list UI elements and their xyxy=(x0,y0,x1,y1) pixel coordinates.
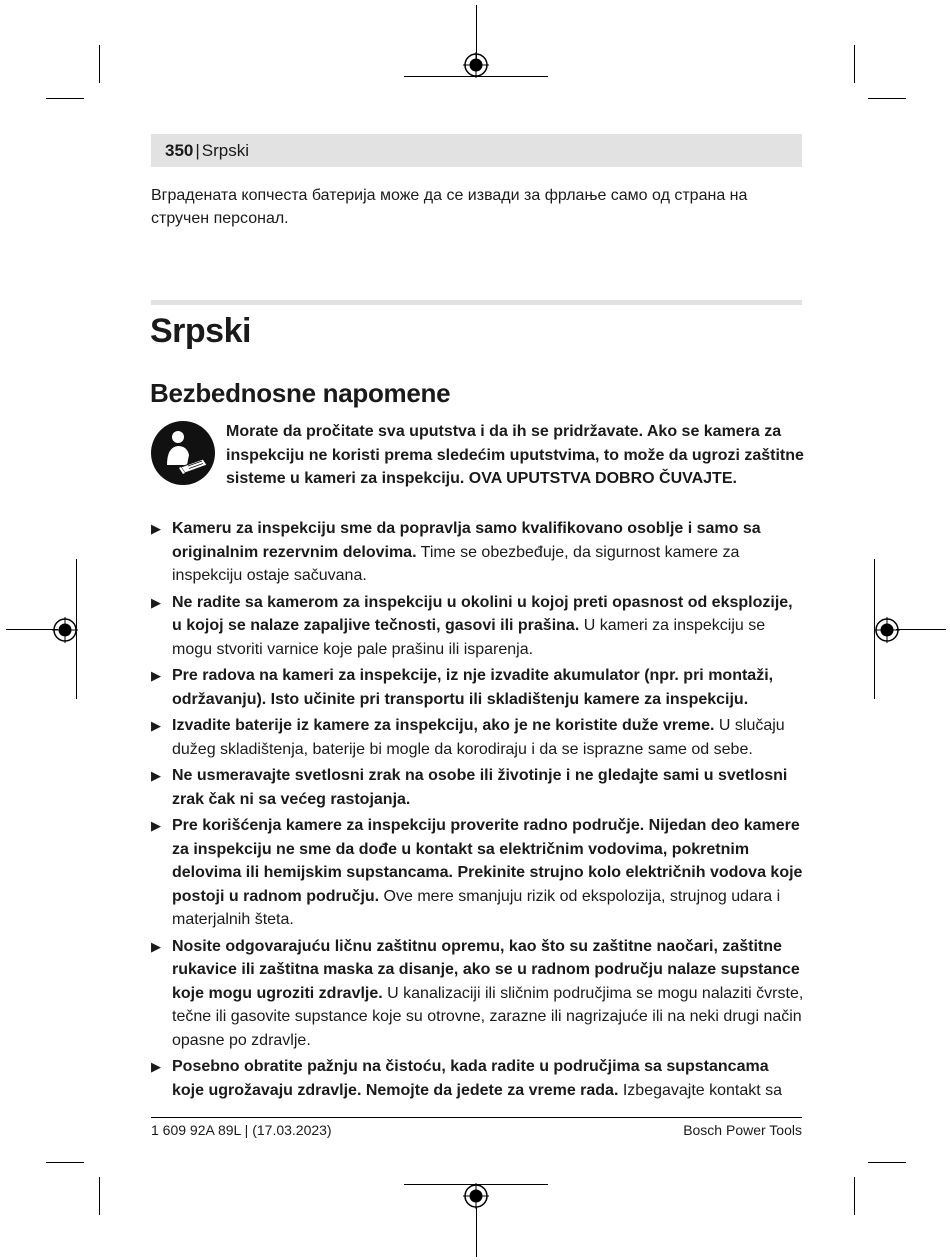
crop-mark xyxy=(46,98,84,99)
bullet-arrow-icon: ▶ xyxy=(151,1059,161,1074)
list-item: ▶ Ne radite sa kamerom za inspekciju u okolini u kojoj preti opasnost od eksplozije, u kojoj se nalaze zapaljive tečnosti, gasovi ili prašina. U kameri za inspekciju se mogu stvoriti varnice koje pale prašinu ili isparenja. xyxy=(151,591,804,662)
registration-line xyxy=(476,1207,477,1257)
bullet-arrow-icon: ▶ xyxy=(151,594,161,610)
header-separator: | xyxy=(195,141,200,160)
list-item: ▶ Ne usmeravajte svetlosni zrak na osobe ili životinje i ne gledajte sami u svetlosni zrak čak ni sa većeg rastojanja. xyxy=(151,764,804,811)
crop-mark xyxy=(868,98,906,99)
footer-doc-info: 1 609 92A 89L | (17.03.2023) xyxy=(151,1122,332,1138)
registration-line xyxy=(6,629,58,630)
registration-target-icon xyxy=(52,617,78,643)
page-header xyxy=(151,134,802,167)
bullet-arrow-icon: ▶ xyxy=(151,938,161,954)
crop-mark xyxy=(46,1162,84,1163)
registration-target-icon xyxy=(463,1183,489,1209)
bullet-arrow-icon: ▶ xyxy=(151,818,161,833)
bullet-arrow-icon: ▶ xyxy=(151,718,161,733)
header-language: Srpski xyxy=(201,141,250,160)
page-number: 350 xyxy=(165,141,194,160)
intro-paragraph: Вградената копчеста батерија може да се извади за фрлање само од страна на стручен персонал. xyxy=(151,187,748,227)
footer-divider xyxy=(151,1117,802,1118)
bullet-arrow-icon: ▶ xyxy=(151,668,161,683)
list-item: ▶ Nosite odgovarajuću ličnu zaštitnu opremu, kao što su zaštitne naočari, zaštitne rukavice ili zaštitna maska za disanje, ako se u radnom području nalaze supstance koje mogu ugroziti zdravlje. U kanalizaciji ili sličnim područjima se mogu nalaziti čvrste, tečne ili gasovite supstance koje su otrovne, zarazne ili nagrizajuće ili na neki drugi način opasne po zdravlje. xyxy=(151,935,804,1053)
read-manual-icon xyxy=(151,421,215,485)
registration-target-icon xyxy=(463,52,489,78)
section-divider xyxy=(151,300,802,305)
list-item: ▶ Pre radova na kameri za inspekcije, iz nje izvadite akumulator (npr. pri montaži, održavanju). Isto učinite pri transportu ili skladištenju kamere za inspekciju. xyxy=(151,664,804,711)
bullet-arrow-icon: ▶ xyxy=(151,768,161,783)
section-title: Srpski xyxy=(150,312,251,350)
list-item: ▶ Posebno obratite pažnju na čistoću, kada radite u područjima sa supstancama koje ugrožavaju zdravlje. Nemojte da jedete za vreme rada. Izbegavajte kontakt sa xyxy=(151,1055,804,1102)
subsection-title: Bezbednosne napomene xyxy=(150,378,451,408)
list-item: ▶ Izvadite baterije iz kamere za inspekciju, ako je ne koristite duže vreme. U slučaju dužeg skladištenja, baterije bi mogle da korodiraju i da se isprazne same od sebe. xyxy=(151,714,804,761)
registration-target-icon xyxy=(874,617,900,643)
crop-mark xyxy=(99,1177,100,1215)
bullet-arrow-icon: ▶ xyxy=(151,521,161,536)
registration-line xyxy=(896,629,946,630)
crop-mark xyxy=(854,1177,855,1215)
crop-mark xyxy=(854,45,855,83)
safety-list xyxy=(151,517,804,1105)
footer-brand: Bosch Power Tools xyxy=(683,1122,802,1138)
crop-mark xyxy=(868,1162,906,1163)
warning-text: Morate da pročitate sva uputstva i da ih se pridržavate. Ako se kamera za inspekciju ne koristi prema sledećim uputstvima, to može da ugrozi zaštitne sisteme u kameri za inspekciju. OVA UPUTSTVA DOBRO ČUVAJTE. xyxy=(226,423,804,487)
crop-mark xyxy=(99,45,100,83)
list-item: ▶ Pre korišćenja kamere za inspekciju proverite radno područje. Nijedan deo kamere za inspekciju ne sme da dođe u kontakt sa električnim vodovima, pokretnim delovima ili hemijskim supstancama. Prekinite strujno kolo električnih vodova koje postoji u radnom području. Ove mere smanjuju rizik od ekspolozija, strujnog udara i materjalnih šteta. xyxy=(151,814,804,932)
list-item: ▶ Kameru za inspekciju sme da popravlja samo kvalifikovano osoblje i samo sa originalnim rezervnim delovima. Time se obezbeđuje, da sigurnost kamere za inspekciju ostaje sačuvana. xyxy=(151,517,804,588)
